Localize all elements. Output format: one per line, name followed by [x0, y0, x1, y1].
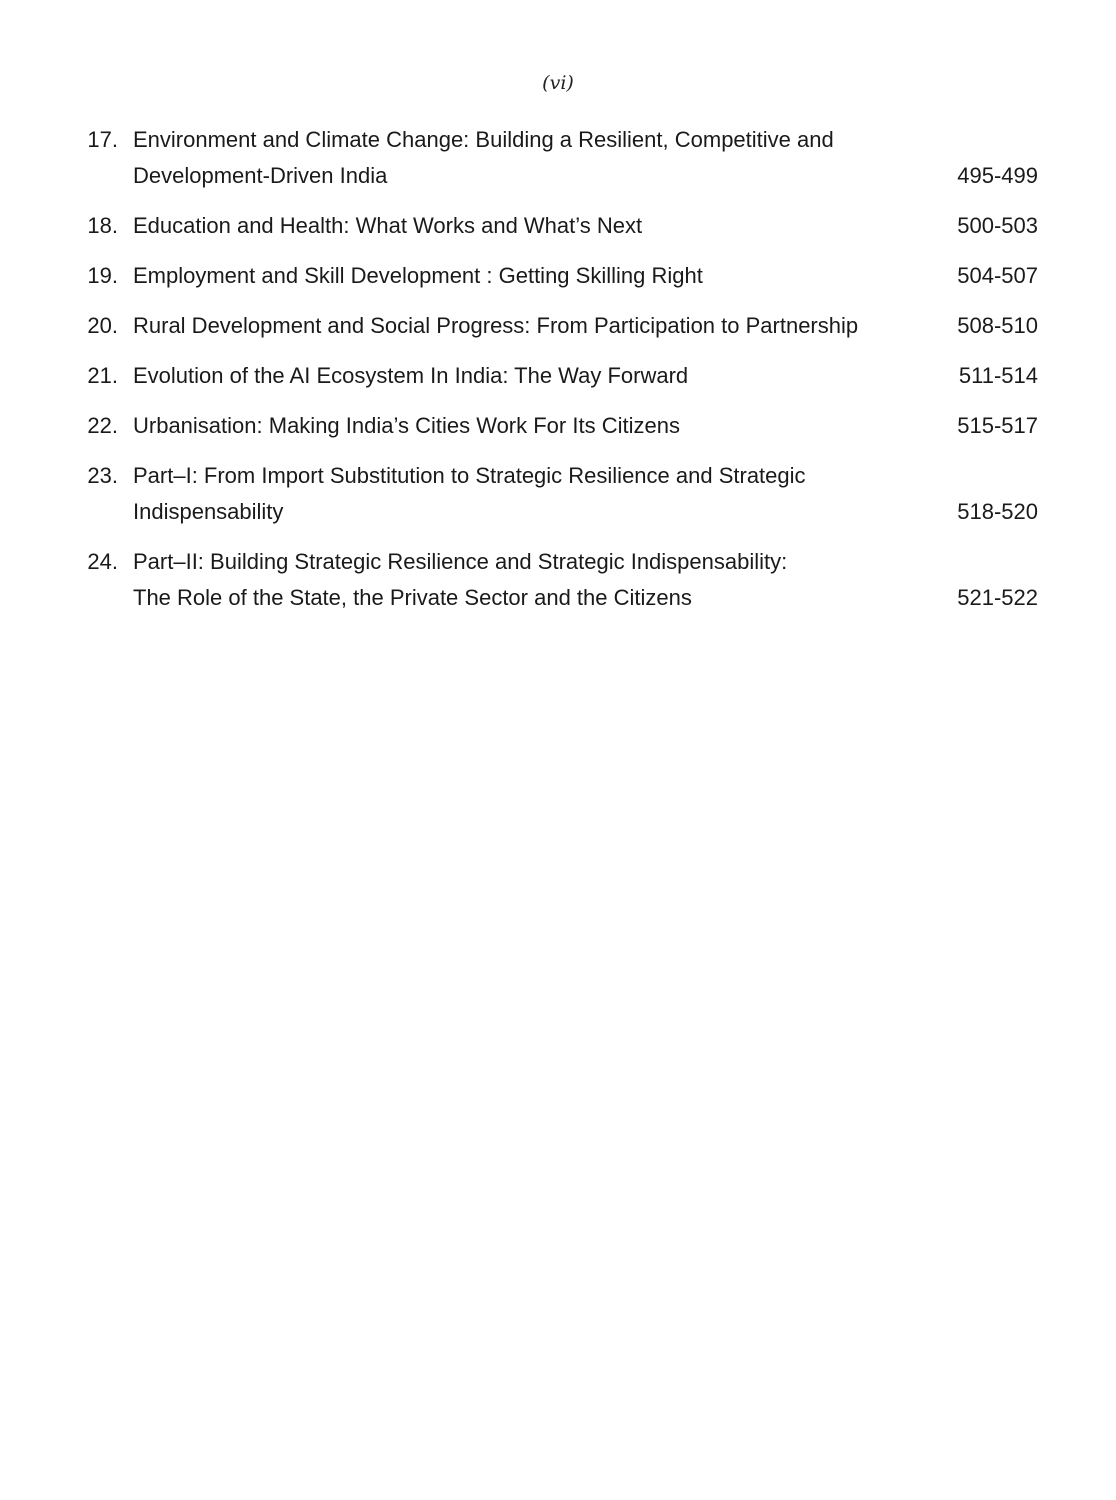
- toc-entry-title: [118, 122, 928, 194]
- toc-entry-number: 18.: [87, 213, 118, 238]
- toc-entry-title: [118, 408, 928, 444]
- toc-entry-title-line: Education and Health: What Works and What’s Next: [133, 213, 643, 238]
- toc-entry-number: 23.: [87, 463, 118, 488]
- toc-entry-pages: 504-507: [957, 263, 1038, 288]
- toc-entry-title-line: Urbanisation: Making India’s Cities Work For Its Citizens: [133, 413, 680, 438]
- toc-entry-title-line: Indispensability: [133, 499, 284, 524]
- toc-entry-pages: 508-510: [957, 313, 1038, 338]
- toc-entry-title-line: Development-Driven India: [133, 163, 388, 188]
- toc-entry-title-line: Employment and Skill Development : Getting Skilling Right: [133, 263, 703, 288]
- toc-entry: [80, 208, 1038, 244]
- toc-entry-number: 17.: [87, 127, 118, 152]
- toc-entry-title: [118, 208, 928, 244]
- table-of-contents: [80, 122, 1038, 630]
- toc-entry-number: 22.: [87, 413, 118, 438]
- toc-entry-pages: 511-514: [958, 363, 1038, 388]
- toc-entry: [80, 308, 1038, 344]
- toc-entry-title-line: The Role of the State, the Private Sector and the Citizens: [133, 585, 692, 610]
- toc-entry-title: [118, 308, 928, 344]
- toc-entry: [80, 122, 1038, 194]
- toc-entry-pages: 521-522: [957, 585, 1038, 610]
- toc-entry-number: 19.: [87, 263, 118, 288]
- toc-entry-title: [118, 458, 928, 530]
- toc-entry-pages: 515-517: [957, 413, 1038, 438]
- toc-entry-title: [118, 258, 928, 294]
- toc-entry: [80, 458, 1038, 530]
- toc-entry-title: [118, 544, 928, 616]
- toc-entry: [80, 258, 1038, 294]
- toc-entry-number: 24.: [87, 549, 118, 574]
- toc-entry-title-line: Environment and Climate Change: Building a Resilient, Competitive and: [133, 127, 834, 152]
- toc-entry-title-line: Rural Development and Social Progress: From Participation to Partnership: [133, 313, 859, 338]
- toc-entry-number: 20.: [87, 313, 118, 338]
- toc-entry-title-line: Part–II: Building Strategic Resilience and Strategic Indispensability:: [133, 549, 788, 574]
- toc-entry-number: 21.: [87, 363, 118, 388]
- toc-entry-title-line: Evolution of the AI Ecosystem In India: The Way Forward: [133, 363, 689, 388]
- toc-entry-title: [118, 358, 928, 394]
- toc-entry-pages: 495-499: [957, 163, 1038, 188]
- page-number: (vi): [542, 72, 574, 94]
- toc-entry-pages: 518-520: [957, 499, 1038, 524]
- toc-entry-pages: 500-503: [957, 213, 1038, 238]
- toc-entry-title-line: Part–I: From Import Substitution to Strategic Resilience and Strategic: [133, 463, 806, 488]
- toc-entry: [80, 408, 1038, 444]
- toc-entry: [80, 544, 1038, 616]
- toc-entry: [80, 358, 1038, 394]
